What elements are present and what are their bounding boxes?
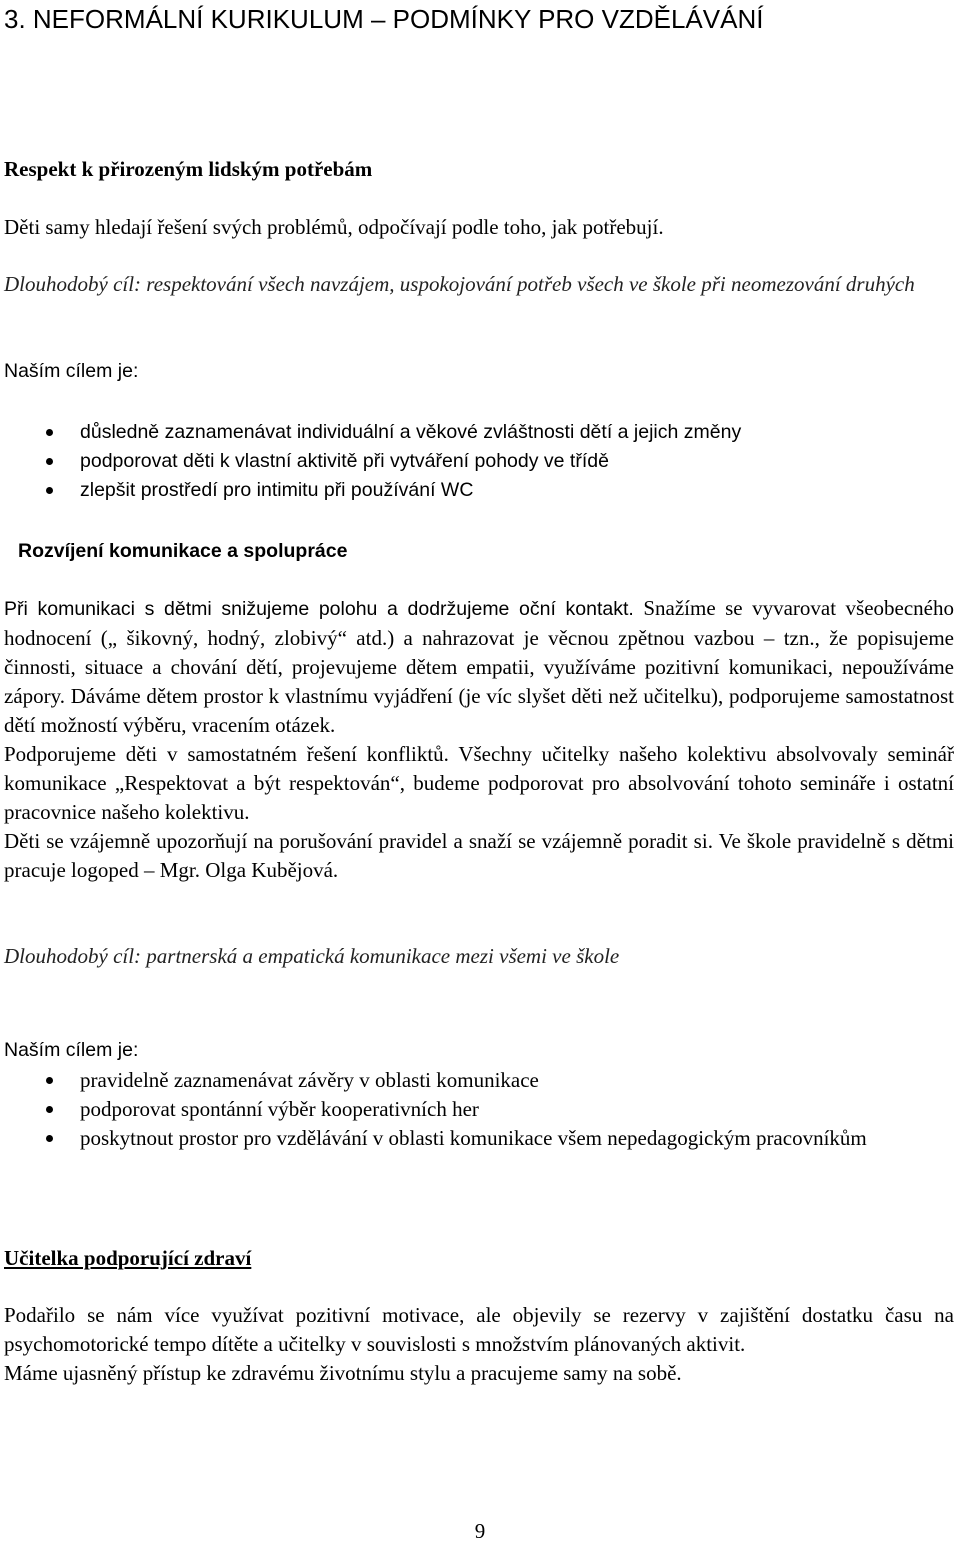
list-item: zlepšit prostředí pro intimitu při používání WC	[4, 476, 954, 505]
section2-paragraph-1-rest: Snažíme se vyvarovat všeobecného hodnocení („ šikovný, hodný, zlobivý“ atd.) a nahrazovat je věcnou zpětnou vazbou – tzn., že popisujeme činnosti, situace a chování dětí, projevujeme dětem empatii, využíváme pozitivní komunikaci, nepoužíváme zápory. Dáváme dětem prostor k vlastnímu vyjádření (je víc slyšet děti než učitelku), podporujeme samostatnost dětí možností výběru, vracením otázek.	[4, 596, 955, 737]
section2-paragraph-3: Děti se vzájemně upozorňují na porušování pravidel a snaží se vzájemně poradit si. Ve škole pravidelně s dětmi pracuje logoped – Mgr. Olga Kubějová.	[4, 829, 954, 882]
list-item: podporovat spontánní výběr kooperativních her	[4, 1095, 954, 1124]
section1-intro: Děti samy hledají řešení svých problémů, odpočívají podle toho, jak potřebují.	[4, 215, 664, 239]
section2-long-term-goal: Dlouhodobý cíl: partnerská a empatická komunikace mezi všemi ve škole	[4, 944, 620, 968]
section3-paragraph-1: Podařilo se nám více využívat pozitivní motivace, ale objevily se rezervy v zajištění dostatku času na psychomotorické tempo dítěte a učitelky v souvislosti s množstvím plánovaných aktivit.	[4, 1303, 954, 1356]
bullet-icon	[46, 1135, 53, 1142]
page-number: 9	[474, 1519, 486, 1543]
section-title-ucitelka: Učitelka podporující zdraví	[4, 1246, 252, 1270]
section2-paragraph-1	[4, 594, 954, 740]
bullet-icon	[46, 429, 53, 436]
section3-body	[4, 1301, 954, 1388]
list-item: důsledně zaznamenávat individuální a věkové zvláštnosti dětí a jejich změny	[4, 418, 954, 447]
section-title-komunikace: Rozvíjení komunikace a spolupráce	[18, 540, 348, 562]
section2-paragraph-2: Podporujeme děti v samostatném řešení konfliktů. Všechny učitelky našeho kolektivu absolvovaly seminář komunikace „Respektovat a být respektován“, budeme podporovat pro absolvování tohoto semináře i ostatní pracovnice našeho kolektivu.	[4, 742, 954, 824]
bullet-icon	[46, 1106, 53, 1113]
list-item: pravidelně zaznamenávat závěry v oblasti komunikace	[4, 1066, 954, 1095]
section3-paragraph-2: Máme ujasněný přístup ke zdravému životnímu stylu a pracujeme samy na sobě.	[4, 1361, 682, 1385]
bullet-icon	[46, 458, 53, 465]
bullet-icon	[46, 487, 53, 494]
list-item: poskytnout prostor pro vzdělávání v oblasti komunikace všem nepedagogickým pracovníkům	[4, 1124, 954, 1153]
bullet-icon	[46, 1077, 53, 1084]
section2-body	[4, 594, 954, 885]
section2-aims-label: Naším cílem je:	[4, 1039, 139, 1061]
list-item: podporovat děti k vlastní aktivitě při vytváření pohody ve třídě	[4, 447, 954, 476]
section1-aims-list	[4, 418, 954, 505]
section-title-respekt: Respekt k přirozeným lidským potřebám	[4, 157, 373, 181]
section2-aims-list	[4, 1066, 954, 1153]
page-title: 3. NEFORMÁLNÍ KURIKULUM – PODMÍNKY PRO VZDĚLÁVÁNÍ	[4, 4, 764, 34]
section1-long-term-goal: Dlouhodobý cíl: respektování všech navzájem, uspokojování potřeb všech ve škole při neomezování druhých	[4, 272, 915, 296]
section1-aims-label: Naším cílem je:	[4, 360, 139, 382]
section2-paragraph-1-lead: Při komunikaci s dětmi snižujeme polohu a dodržujeme oční kontakt.	[4, 598, 634, 620]
